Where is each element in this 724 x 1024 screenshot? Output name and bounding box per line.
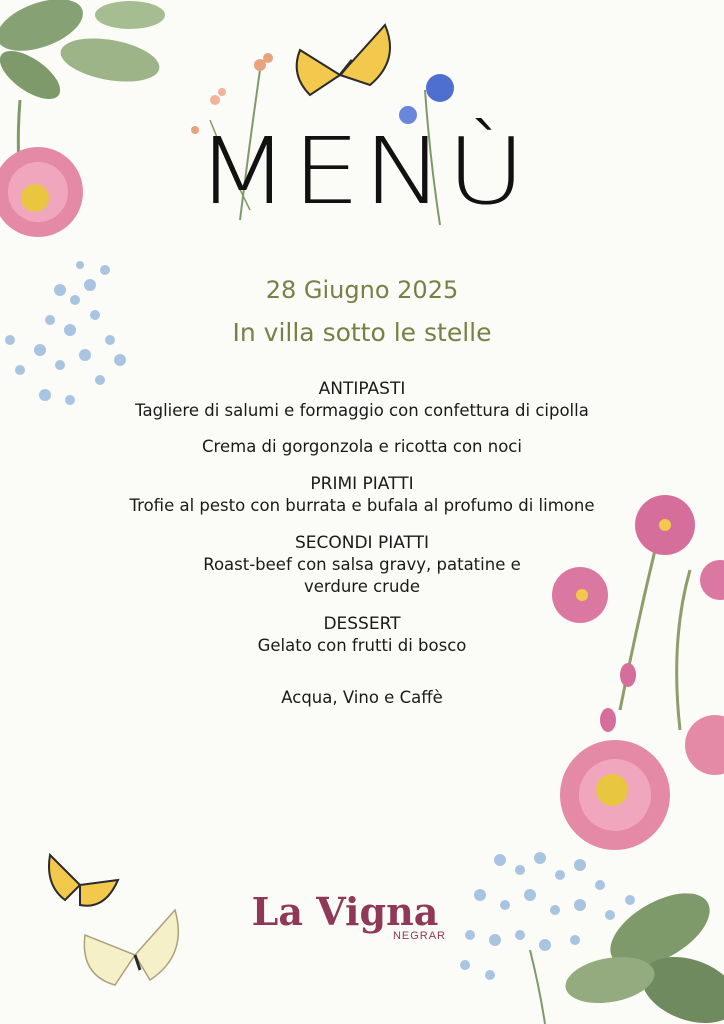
leaf-icon bbox=[0, 0, 165, 108]
bottom-gypsophila-decoration bbox=[450, 840, 650, 1024]
course-heading: ANTIPASTI bbox=[318, 379, 406, 399]
event-date: 28 Giugno 2025 bbox=[265, 276, 459, 304]
course-heading: SECONDI PIATTI bbox=[294, 533, 430, 553]
course-heading: DESSERT bbox=[323, 614, 401, 634]
course-heading: PRIMI PIATTI bbox=[310, 474, 414, 494]
rose-icon bbox=[560, 715, 724, 850]
dish-item: Tagliere di salumi e formaggio con confettura di cipolla bbox=[135, 401, 589, 420]
event-subtitle: In villa sotto le stelle bbox=[232, 318, 492, 347]
page-title: MENÙ bbox=[195, 118, 529, 225]
course-secondi bbox=[0, 532, 724, 598]
butterfly-icon bbox=[297, 25, 390, 95]
logo-name: La Vigna bbox=[251, 889, 439, 934]
menu-list bbox=[0, 378, 724, 709]
course-antipasti bbox=[0, 378, 724, 458]
bottom-left-butterflies-decoration bbox=[40, 845, 190, 1005]
dish-item: Roast-beef con salsa gravy, patatine e bbox=[203, 555, 521, 574]
logo-subtitle: NEGRAR bbox=[392, 930, 446, 942]
butterfly-icon bbox=[84, 910, 178, 985]
butterfly-icon bbox=[49, 855, 118, 906]
course-dessert bbox=[0, 613, 724, 657]
dish-item: Crema di gorgonzola e ricotta con noci bbox=[202, 437, 522, 456]
restaurant-logo bbox=[240, 889, 450, 942]
drinks-line: Acqua, Vino e Caffè bbox=[281, 688, 443, 707]
dish-item: Gelato con frutti di bosco bbox=[257, 636, 467, 655]
dish-item: verdure crude bbox=[303, 577, 421, 596]
course-primi bbox=[0, 473, 724, 517]
dish-item: Trofie al pesto con burrata e bufala al profumo di limone bbox=[129, 496, 595, 515]
gypsophila-icon bbox=[460, 852, 635, 980]
